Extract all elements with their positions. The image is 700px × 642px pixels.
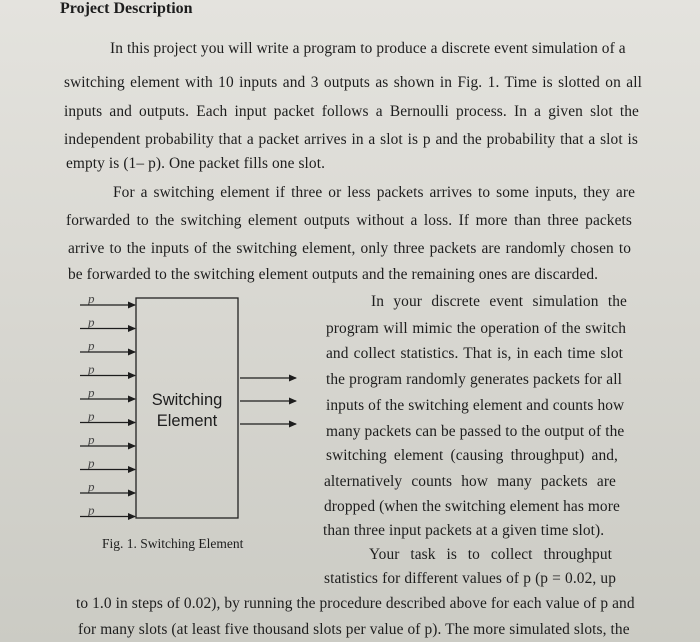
paragraph-line: for many slots (at least five thousand slots per value of p). The more simulated slots, the — [78, 621, 630, 638]
paragraph-line: arrive to the inputs of the switching element, only three packets are randomly chosen to — [68, 240, 631, 257]
input-label: p — [88, 502, 95, 518]
input-label: p — [88, 455, 95, 471]
paragraph-line: Your task is to collect throughput — [369, 546, 612, 563]
input-label: p — [88, 338, 95, 353]
input-label: p — [88, 314, 95, 330]
paragraph-line: than three input packets at a given time slot). — [323, 522, 605, 539]
paragraph-line: inputs of the switching element and counts how — [326, 397, 625, 414]
paragraph-line: independent probability that a packet arrives in a slot is p and the probability that a slot is — [64, 131, 638, 148]
box-label-line1: Switching — [151, 391, 223, 409]
input-label: p — [88, 432, 95, 447]
paragraph-line: the program randomly generates packets for all — [326, 371, 622, 388]
input-label: p — [88, 385, 95, 400]
paragraph-line: alternatively counts how many packets are — [324, 473, 616, 490]
paragraph-line: empty is (1– p). One packet fills one slot. — [66, 155, 326, 172]
paragraph-line: forwarded to the switching element outputs without a loss. If more than three packets — [66, 212, 632, 229]
paragraph-line: For a switching element if three or less packets arrives to some inputs, they are — [113, 184, 635, 201]
paragraph-line: program will mimic the operation of the switch — [326, 320, 626, 337]
figure-caption: Fig. 1. Switching Element — [102, 536, 244, 551]
paragraph-line: to 1.0 in steps of 0.02), by running the procedure described above for each value of p and — [76, 595, 635, 612]
input-label: p — [88, 408, 95, 424]
paragraph-line: dropped (when the switching element has more — [324, 498, 620, 515]
box-label-line2: Element — [156, 412, 218, 430]
paragraph-line: switching element (causing throughput) and, — [326, 447, 618, 464]
paragraph-line: switching element with 10 inputs and 3 outputs as shown in Fig. 1. Time is slotted on all — [64, 74, 642, 91]
input-lines — [80, 291, 135, 518]
paragraph-line: In your discrete event simulation the — [371, 293, 627, 310]
input-label: p — [88, 291, 95, 306]
input-label: p — [88, 361, 95, 377]
paragraph-line: inputs and outputs. Each input packet follows a Bernoulli process. In a given slot the — [64, 103, 639, 120]
paragraph-line: many packets can be passed to the output of the — [326, 423, 625, 440]
paragraph-line: and collect statistics. That is, in each time slot — [326, 345, 623, 362]
paragraph-line: be forwarded to the switching element outputs and the remaining ones are discarded. — [68, 266, 599, 283]
input-label: p — [88, 479, 95, 494]
section-heading: Project Description — [60, 0, 193, 17]
paragraph-line: statistics for different values of p (p = 0.02, up — [324, 570, 616, 587]
paragraph-line: In this project you will write a program to produce a discrete event simulation of a — [110, 40, 626, 57]
output-lines — [240, 378, 296, 424]
